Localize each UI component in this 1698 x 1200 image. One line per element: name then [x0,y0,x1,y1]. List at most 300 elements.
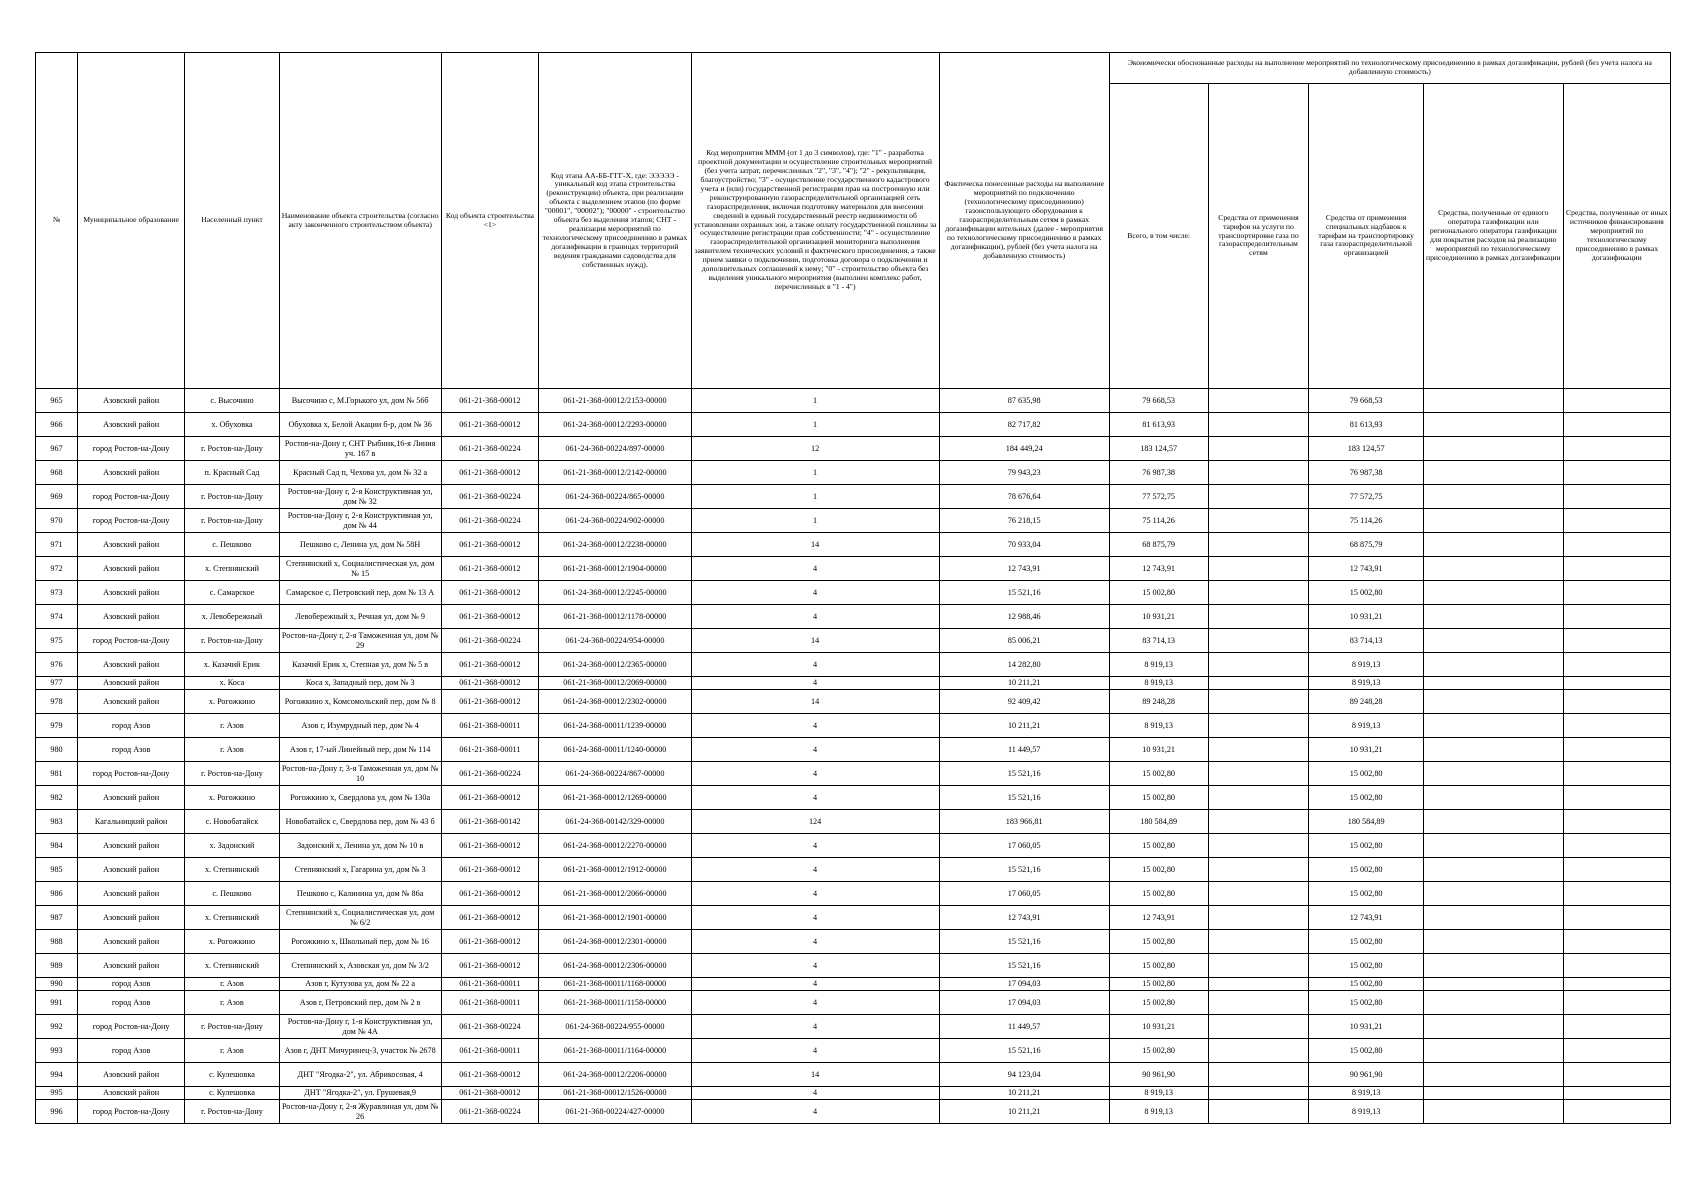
cell-stage-code: 061-24-368-00012/2302-00000 [539,690,691,714]
table-row [36,858,1671,882]
table-row [36,1039,1671,1063]
cell-settlement: х. Коса [185,677,280,690]
cell-special-markups: 77 572,75 [1309,485,1424,509]
cell-object-code: 061-21-368-00224 [441,762,539,786]
cell-settlement: х. Степнянский [185,858,280,882]
cell-object-name: Ростов-на-Дону г, 2-я Журавлиная ул, дом № 26 [279,1100,441,1124]
cell-stage-code: 061-24-368-00142/329-00000 [539,810,691,834]
table-row [36,738,1671,762]
cell-municipality: город Ростов-на-Дону [78,1015,185,1039]
cell-object-code: 061-21-368-00012 [441,581,539,605]
table-row [36,461,1671,485]
cell-municipality: город Ростов-на-Дону [78,485,185,509]
header-event-code: Код мероприятия МММ (от 1 до 3 символов), где: "1" - разработка проектной документации и осуществление строительных мероприятий (без учета затрат, перечисленных "2", "3", "4"); "2" - рекультивация, благоустройство; "3" - осуществление государственного кадастрового учета и (или) государственной регистрации прав на построенную или реконструированную газораспределительной организацией сеть газораспределения, включая подготовку материалов для внесения сведений в единый государственный реестр недвижимости об установлении охранных зон, а также оплату государственной пошлины за осуществление регистрации прав собственности; "4" - осуществление газораспределительной организацией мониторинга выполнения заявителем технических условий и фактического присоединения, а также прием заявки о подключении, подготовка договора о подключении и дополнительных соглашений к нему; "0" - строительство объекта без выделения уникального мероприятия (выполнен комплекс работ, перечисленных в "1 - 4") [691,53,939,389]
cell-municipality: Кагальницкий район [78,810,185,834]
cell-event-code: 4 [691,677,939,690]
cell-stage-code: 061-21-368-00012/2153-00000 [539,389,691,413]
cell-other-sources [1563,389,1670,413]
cell-object-name: Азов г, 17-ый Линейный пер, дом № 114 [279,738,441,762]
cell-settlement: г. Ростов-на-Дону [185,1100,280,1124]
cell-settlement: г. Азов [185,738,280,762]
cell-row-number: 965 [36,389,78,413]
cell-stage-code: 061-21-368-00011/1158-00000 [539,991,691,1015]
cell-row-number: 974 [36,605,78,629]
cell-row-number: 996 [36,1100,78,1124]
cell-total: 15 002,80 [1109,1039,1208,1063]
cell-other-sources [1563,978,1670,991]
cell-object-code: 061-21-368-00011 [441,714,539,738]
cell-settlement: г. Ростов-на-Дону [185,485,280,509]
table-row [36,389,1671,413]
cell-other-sources [1563,810,1670,834]
cell-tariff-transport [1208,690,1309,714]
cell-other-sources [1563,581,1670,605]
cell-total: 8 919,13 [1109,677,1208,690]
table-row [36,485,1671,509]
table-row [36,1063,1671,1087]
cell-event-code: 4 [691,762,939,786]
cell-single-operator [1423,557,1563,581]
cell-event-code: 4 [691,1039,939,1063]
cell-other-sources [1563,1063,1670,1087]
cell-stage-code: 061-24-368-00012/2365-00000 [539,653,691,677]
cell-other-sources [1563,690,1670,714]
cell-settlement: с. Кулешовка [185,1087,280,1100]
cell-stage-code: 061-21-368-00012/1526-00000 [539,1087,691,1100]
cell-municipality: Азовский район [78,653,185,677]
cell-event-code: 14 [691,629,939,653]
cell-settlement: х. Степнянский [185,557,280,581]
table-row [36,834,1671,858]
cell-other-sources [1563,834,1670,858]
table-row [36,810,1671,834]
cell-row-number: 979 [36,714,78,738]
cell-stage-code: 061-21-368-00012/1269-00000 [539,786,691,810]
cell-tariff-transport [1208,413,1309,437]
cell-settlement: х. Степнянский [185,954,280,978]
cell-object-code: 061-21-368-00012 [441,413,539,437]
cell-other-sources [1563,906,1670,930]
cell-stage-code: 061-24-368-00011/1240-00000 [539,738,691,762]
cell-special-markups: 90 961,90 [1309,1063,1424,1087]
cell-tariff-transport [1208,858,1309,882]
cell-municipality: Азовский район [78,677,185,690]
cell-object-name: Ростов-на-Дону г, 2-я Таможенная ул, дом № 29 [279,629,441,653]
cell-special-markups: 10 931,21 [1309,1015,1424,1039]
cell-municipality: Азовский район [78,1063,185,1087]
cell-settlement: х. Рогожкино [185,930,280,954]
cell-object-name: Казачий Ерик х, Степная ул, дом № 5 в [279,653,441,677]
cell-event-code: 4 [691,954,939,978]
cell-settlement: х. Левобережный [185,605,280,629]
cell-actual-costs: 70 933,04 [939,533,1109,557]
cell-total: 183 124,57 [1109,437,1208,461]
table-row [36,605,1671,629]
cell-stage-code: 061-24-368-00224/865-00000 [539,485,691,509]
cell-stage-code: 061-21-368-00012/1912-00000 [539,858,691,882]
cell-total: 12 743,91 [1109,557,1208,581]
cell-row-number: 971 [36,533,78,557]
cell-tariff-transport [1208,581,1309,605]
cell-single-operator [1423,1100,1563,1124]
cell-object-name: Ростов-на-Дону г, 3-я Таможенная ул, дом № 10 [279,762,441,786]
cell-object-name: Пешково с, Ленина ул, дом № 58Н [279,533,441,557]
cell-stage-code: 061-24-368-00012/2301-00000 [539,930,691,954]
cell-object-name: Ростов-на-Дону г, 2-я Конструктивная ул, дом № 44 [279,509,441,533]
cell-event-code: 4 [691,738,939,762]
cell-special-markups: 15 002,80 [1309,762,1424,786]
cell-actual-costs: 11 449,57 [939,1015,1109,1039]
cell-stage-code: 061-21-368-00012/1178-00000 [539,605,691,629]
cell-object-name: Высочино с, М.Горького ул, дом № 56б [279,389,441,413]
table-row [36,437,1671,461]
cell-settlement: г. Ростов-на-Дону [185,629,280,653]
cell-tariff-transport [1208,629,1309,653]
cell-tariff-transport [1208,954,1309,978]
cell-municipality: Азовский район [78,1087,185,1100]
cell-actual-costs: 17 094,03 [939,978,1109,991]
cell-total: 10 931,21 [1109,1015,1208,1039]
cell-tariff-transport [1208,930,1309,954]
cell-total: 15 002,80 [1109,991,1208,1015]
cell-actual-costs: 10 211,21 [939,714,1109,738]
cell-actual-costs: 15 521,16 [939,954,1109,978]
cell-row-number: 973 [36,581,78,605]
cell-row-number: 976 [36,653,78,677]
cell-settlement: г. Азов [185,991,280,1015]
cell-single-operator [1423,690,1563,714]
cell-settlement: г. Ростов-на-Дону [185,437,280,461]
cell-single-operator [1423,1039,1563,1063]
cell-settlement: х. Рогожкино [185,690,280,714]
cell-municipality: город Азов [78,978,185,991]
cell-tariff-transport [1208,978,1309,991]
cell-stage-code: 061-24-368-00012/2306-00000 [539,954,691,978]
cell-object-code: 061-21-368-00142 [441,810,539,834]
cell-single-operator [1423,858,1563,882]
cell-object-code: 061-21-368-00012 [441,858,539,882]
cell-object-name: Красный Сад п, Чехова ул, дом № 32 а [279,461,441,485]
cell-other-sources [1563,677,1670,690]
cell-municipality: Азовский район [78,954,185,978]
cell-total: 75 114,26 [1109,509,1208,533]
cell-total: 15 002,80 [1109,834,1208,858]
cell-settlement: х. Степнянский [185,906,280,930]
cell-municipality: город Ростов-на-Дону [78,437,185,461]
cell-object-name: Степнянский х, Азовская ул, дом № 3/2 [279,954,441,978]
cell-settlement: с. Пешково [185,533,280,557]
cell-actual-costs: 79 943,23 [939,461,1109,485]
gasification-costs-table [35,52,1671,1124]
cell-row-number: 986 [36,882,78,906]
cell-stage-code: 061-21-368-00011/1164-00000 [539,1039,691,1063]
cell-object-code: 061-21-368-00012 [441,906,539,930]
cell-single-operator [1423,714,1563,738]
cell-row-number: 978 [36,690,78,714]
cell-settlement: х. Задонский [185,834,280,858]
cell-tariff-transport [1208,738,1309,762]
cell-special-markups: 89 248,28 [1309,690,1424,714]
document-sheet [35,52,1671,1124]
header-object-code: Код объекта строительства <1> [441,53,539,389]
table-row [36,1015,1671,1039]
header-single-operator: Средства, полученные от единого оператора газификации или регионального оператора газификации для покрытия расходов на реализацию мероприятий по технологическому присоединению в рамках догазификации [1423,84,1563,389]
cell-stage-code: 061-24-368-00224/867-00000 [539,762,691,786]
cell-stage-code: 061-21-368-00012/1901-00000 [539,906,691,930]
cell-tariff-transport [1208,389,1309,413]
cell-object-code: 061-21-368-00012 [441,653,539,677]
cell-actual-costs: 15 521,16 [939,762,1109,786]
cell-total: 10 931,21 [1109,605,1208,629]
cell-tariff-transport [1208,509,1309,533]
cell-object-name: Обуховка х, Белой Акации б-р, дом № 36 [279,413,441,437]
header-other-sources: Средства, полученные от иных источников финансирования мероприятий по технологическому присоединению в рамках догазификации [1563,84,1670,389]
cell-object-name: Азов г, Петровский пер, дом № 2 в [279,991,441,1015]
cell-other-sources [1563,991,1670,1015]
cell-municipality: город Азов [78,714,185,738]
cell-actual-costs: 10 211,21 [939,677,1109,690]
cell-municipality: город Ростов-на-Дону [78,509,185,533]
cell-settlement: г. Ростов-на-Дону [185,1015,280,1039]
cell-actual-costs: 12 743,91 [939,557,1109,581]
cell-event-code: 1 [691,509,939,533]
cell-special-markups: 81 613,93 [1309,413,1424,437]
cell-single-operator [1423,930,1563,954]
cell-object-code: 061-21-368-00012 [441,1087,539,1100]
cell-other-sources [1563,1015,1670,1039]
table-row [36,629,1671,653]
cell-actual-costs: 12 743,91 [939,906,1109,930]
cell-stage-code: 061-21-368-00011/1168-00000 [539,978,691,991]
cell-actual-costs: 12 988,46 [939,605,1109,629]
table-row [36,1100,1671,1124]
cell-row-number: 983 [36,810,78,834]
cell-single-operator [1423,882,1563,906]
cell-special-markups: 15 002,80 [1309,834,1424,858]
cell-stage-code: 061-21-368-00012/2142-00000 [539,461,691,485]
table-row [36,991,1671,1015]
cell-total: 68 875,79 [1109,533,1208,557]
cell-special-markups: 83 714,13 [1309,629,1424,653]
cell-municipality: Азовский район [78,930,185,954]
cell-stage-code: 061-21-368-00012/2069-00000 [539,677,691,690]
cell-settlement: с. Высочино [185,389,280,413]
cell-tariff-transport [1208,882,1309,906]
cell-municipality: Азовский район [78,389,185,413]
cell-total: 15 002,80 [1109,978,1208,991]
cell-municipality: Азовский район [78,557,185,581]
cell-single-operator [1423,991,1563,1015]
cell-municipality: город Ростов-на-Дону [78,629,185,653]
cell-single-operator [1423,389,1563,413]
cell-event-code: 4 [691,991,939,1015]
cell-actual-costs: 10 211,21 [939,1087,1109,1100]
cell-settlement: с. Новобатайск [185,810,280,834]
cell-object-code: 061-21-368-00012 [441,786,539,810]
cell-actual-costs: 10 211,21 [939,1100,1109,1124]
cell-event-code: 1 [691,413,939,437]
cell-settlement: с. Пешково [185,882,280,906]
cell-row-number: 967 [36,437,78,461]
cell-other-sources [1563,762,1670,786]
cell-row-number: 989 [36,954,78,978]
cell-object-code: 061-21-368-00012 [441,677,539,690]
cell-special-markups: 15 002,80 [1309,991,1424,1015]
cell-municipality: Азовский район [78,786,185,810]
cell-total: 79 668,53 [1109,389,1208,413]
cell-settlement: х. Рогожкино [185,786,280,810]
cell-stage-code: 061-24-368-00224/954-00000 [539,629,691,653]
cell-total: 89 248,28 [1109,690,1208,714]
cell-event-code: 4 [691,834,939,858]
cell-special-markups: 75 114,26 [1309,509,1424,533]
cell-other-sources [1563,653,1670,677]
cell-single-operator [1423,461,1563,485]
cell-row-number: 990 [36,978,78,991]
cell-object-code: 061-21-368-00012 [441,930,539,954]
cell-object-code: 061-21-368-00224 [441,485,539,509]
cell-single-operator [1423,786,1563,810]
cell-other-sources [1563,557,1670,581]
cell-object-code: 061-21-368-00224 [441,1100,539,1124]
cell-settlement: с. Самарское [185,581,280,605]
cell-object-name: Коса х, Западный пер, дом № 3 [279,677,441,690]
cell-actual-costs: 85 006,21 [939,629,1109,653]
cell-object-code: 061-21-368-00012 [441,605,539,629]
cell-object-code: 061-21-368-00012 [441,1063,539,1087]
cell-object-code: 061-21-368-00012 [441,461,539,485]
table-row [36,690,1671,714]
cell-actual-costs: 78 676,64 [939,485,1109,509]
cell-row-number: 977 [36,677,78,690]
cell-settlement: п. Красный Сад [185,461,280,485]
cell-other-sources [1563,437,1670,461]
cell-special-markups: 76 987,38 [1309,461,1424,485]
cell-tariff-transport [1208,461,1309,485]
cell-row-number: 991 [36,991,78,1015]
cell-object-code: 061-21-368-00224 [441,437,539,461]
cell-municipality: Азовский район [78,461,185,485]
cell-other-sources [1563,930,1670,954]
cell-settlement: г. Азов [185,714,280,738]
cell-special-markups: 15 002,80 [1309,930,1424,954]
cell-row-number: 993 [36,1039,78,1063]
cell-tariff-transport [1208,714,1309,738]
cell-actual-costs: 15 521,16 [939,786,1109,810]
cell-total: 180 584,89 [1109,810,1208,834]
cell-special-markups: 8 919,13 [1309,714,1424,738]
cell-row-number: 985 [36,858,78,882]
header-object-name: Наименование объекта строительства (согласно акту законченного строительством объекта) [279,53,441,389]
cell-single-operator [1423,653,1563,677]
cell-special-markups: 10 931,21 [1309,605,1424,629]
cell-row-number: 987 [36,906,78,930]
cell-object-code: 061-21-368-00012 [441,690,539,714]
cell-event-code: 14 [691,1063,939,1087]
cell-municipality: Азовский район [78,882,185,906]
cell-object-name: Ростов-на-Дону г, 2-я Конструктивная ул, дом № 32 [279,485,441,509]
cell-stage-code: 061-21-368-00012/1904-00000 [539,557,691,581]
cell-stage-code: 061-24-368-00224/902-00000 [539,509,691,533]
cell-object-name: Степнянский х, Гагарина ул, дом № 3 [279,858,441,882]
cell-stage-code: 061-24-368-00011/1239-00000 [539,714,691,738]
table-row [36,954,1671,978]
cell-municipality: Азовский район [78,533,185,557]
cell-actual-costs: 87 635,98 [939,389,1109,413]
cell-municipality: город Азов [78,1039,185,1063]
cell-object-code: 061-21-368-00011 [441,991,539,1015]
cell-tariff-transport [1208,557,1309,581]
cell-settlement: г. Ростов-на-Дону [185,762,280,786]
cell-object-code: 061-21-368-00011 [441,978,539,991]
cell-single-operator [1423,1087,1563,1100]
cell-total: 8 919,13 [1109,1087,1208,1100]
cell-tariff-transport [1208,677,1309,690]
cell-total: 8 919,13 [1109,714,1208,738]
cell-settlement: г. Азов [185,1039,280,1063]
cell-object-code: 061-21-368-00012 [441,533,539,557]
cell-municipality: город Ростов-на-Дону [78,762,185,786]
cell-single-operator [1423,762,1563,786]
cell-total: 15 002,80 [1109,581,1208,605]
table-row [36,714,1671,738]
cell-actual-costs: 76 218,15 [939,509,1109,533]
cell-tariff-transport [1208,810,1309,834]
cell-event-code: 4 [691,714,939,738]
cell-actual-costs: 17 060,05 [939,834,1109,858]
cell-object-name: Самарское с, Петровский пер, дом № 13 А [279,581,441,605]
cell-other-sources [1563,738,1670,762]
header-settlement: Населенный пункт [185,53,280,389]
cell-actual-costs: 17 094,03 [939,991,1109,1015]
cell-special-markups: 12 743,91 [1309,557,1424,581]
cell-row-number: 984 [36,834,78,858]
cell-object-name: Задонский х, Ленина ул, дом № 10 в [279,834,441,858]
cell-total: 15 002,80 [1109,930,1208,954]
cell-actual-costs: 15 521,16 [939,858,1109,882]
cell-municipality: Азовский район [78,605,185,629]
cell-event-code: 1 [691,485,939,509]
cell-row-number: 970 [36,509,78,533]
cell-row-number: 972 [36,557,78,581]
cell-total: 77 572,75 [1109,485,1208,509]
cell-tariff-transport [1208,1063,1309,1087]
cell-total: 83 714,13 [1109,629,1208,653]
cell-special-markups: 180 584,89 [1309,810,1424,834]
cell-other-sources [1563,485,1670,509]
cell-settlement: х. Обуховка [185,413,280,437]
cell-event-code: 1 [691,389,939,413]
cell-object-code: 061-21-368-00011 [441,1039,539,1063]
cell-actual-costs: 92 409,42 [939,690,1109,714]
cell-row-number: 969 [36,485,78,509]
cell-object-name: Азов г, ДНТ Мичуринец-3, участок № 2678 [279,1039,441,1063]
cell-object-code: 061-21-368-00011 [441,738,539,762]
cell-total: 76 987,38 [1109,461,1208,485]
cell-other-sources [1563,858,1670,882]
cell-special-markups: 15 002,80 [1309,978,1424,991]
cell-tariff-transport [1208,437,1309,461]
cell-actual-costs: 94 123,04 [939,1063,1109,1087]
cell-single-operator [1423,629,1563,653]
cell-stage-code: 061-24-368-00224/955-00000 [539,1015,691,1039]
cell-object-name: ДНТ "Ягодка-2", ул. Грушевая,9 [279,1087,441,1100]
cell-settlement: г. Азов [185,978,280,991]
table-row [36,1087,1671,1100]
cell-special-markups: 15 002,80 [1309,954,1424,978]
cell-special-markups: 15 002,80 [1309,786,1424,810]
cell-stage-code: 061-24-368-00012/2245-00000 [539,581,691,605]
